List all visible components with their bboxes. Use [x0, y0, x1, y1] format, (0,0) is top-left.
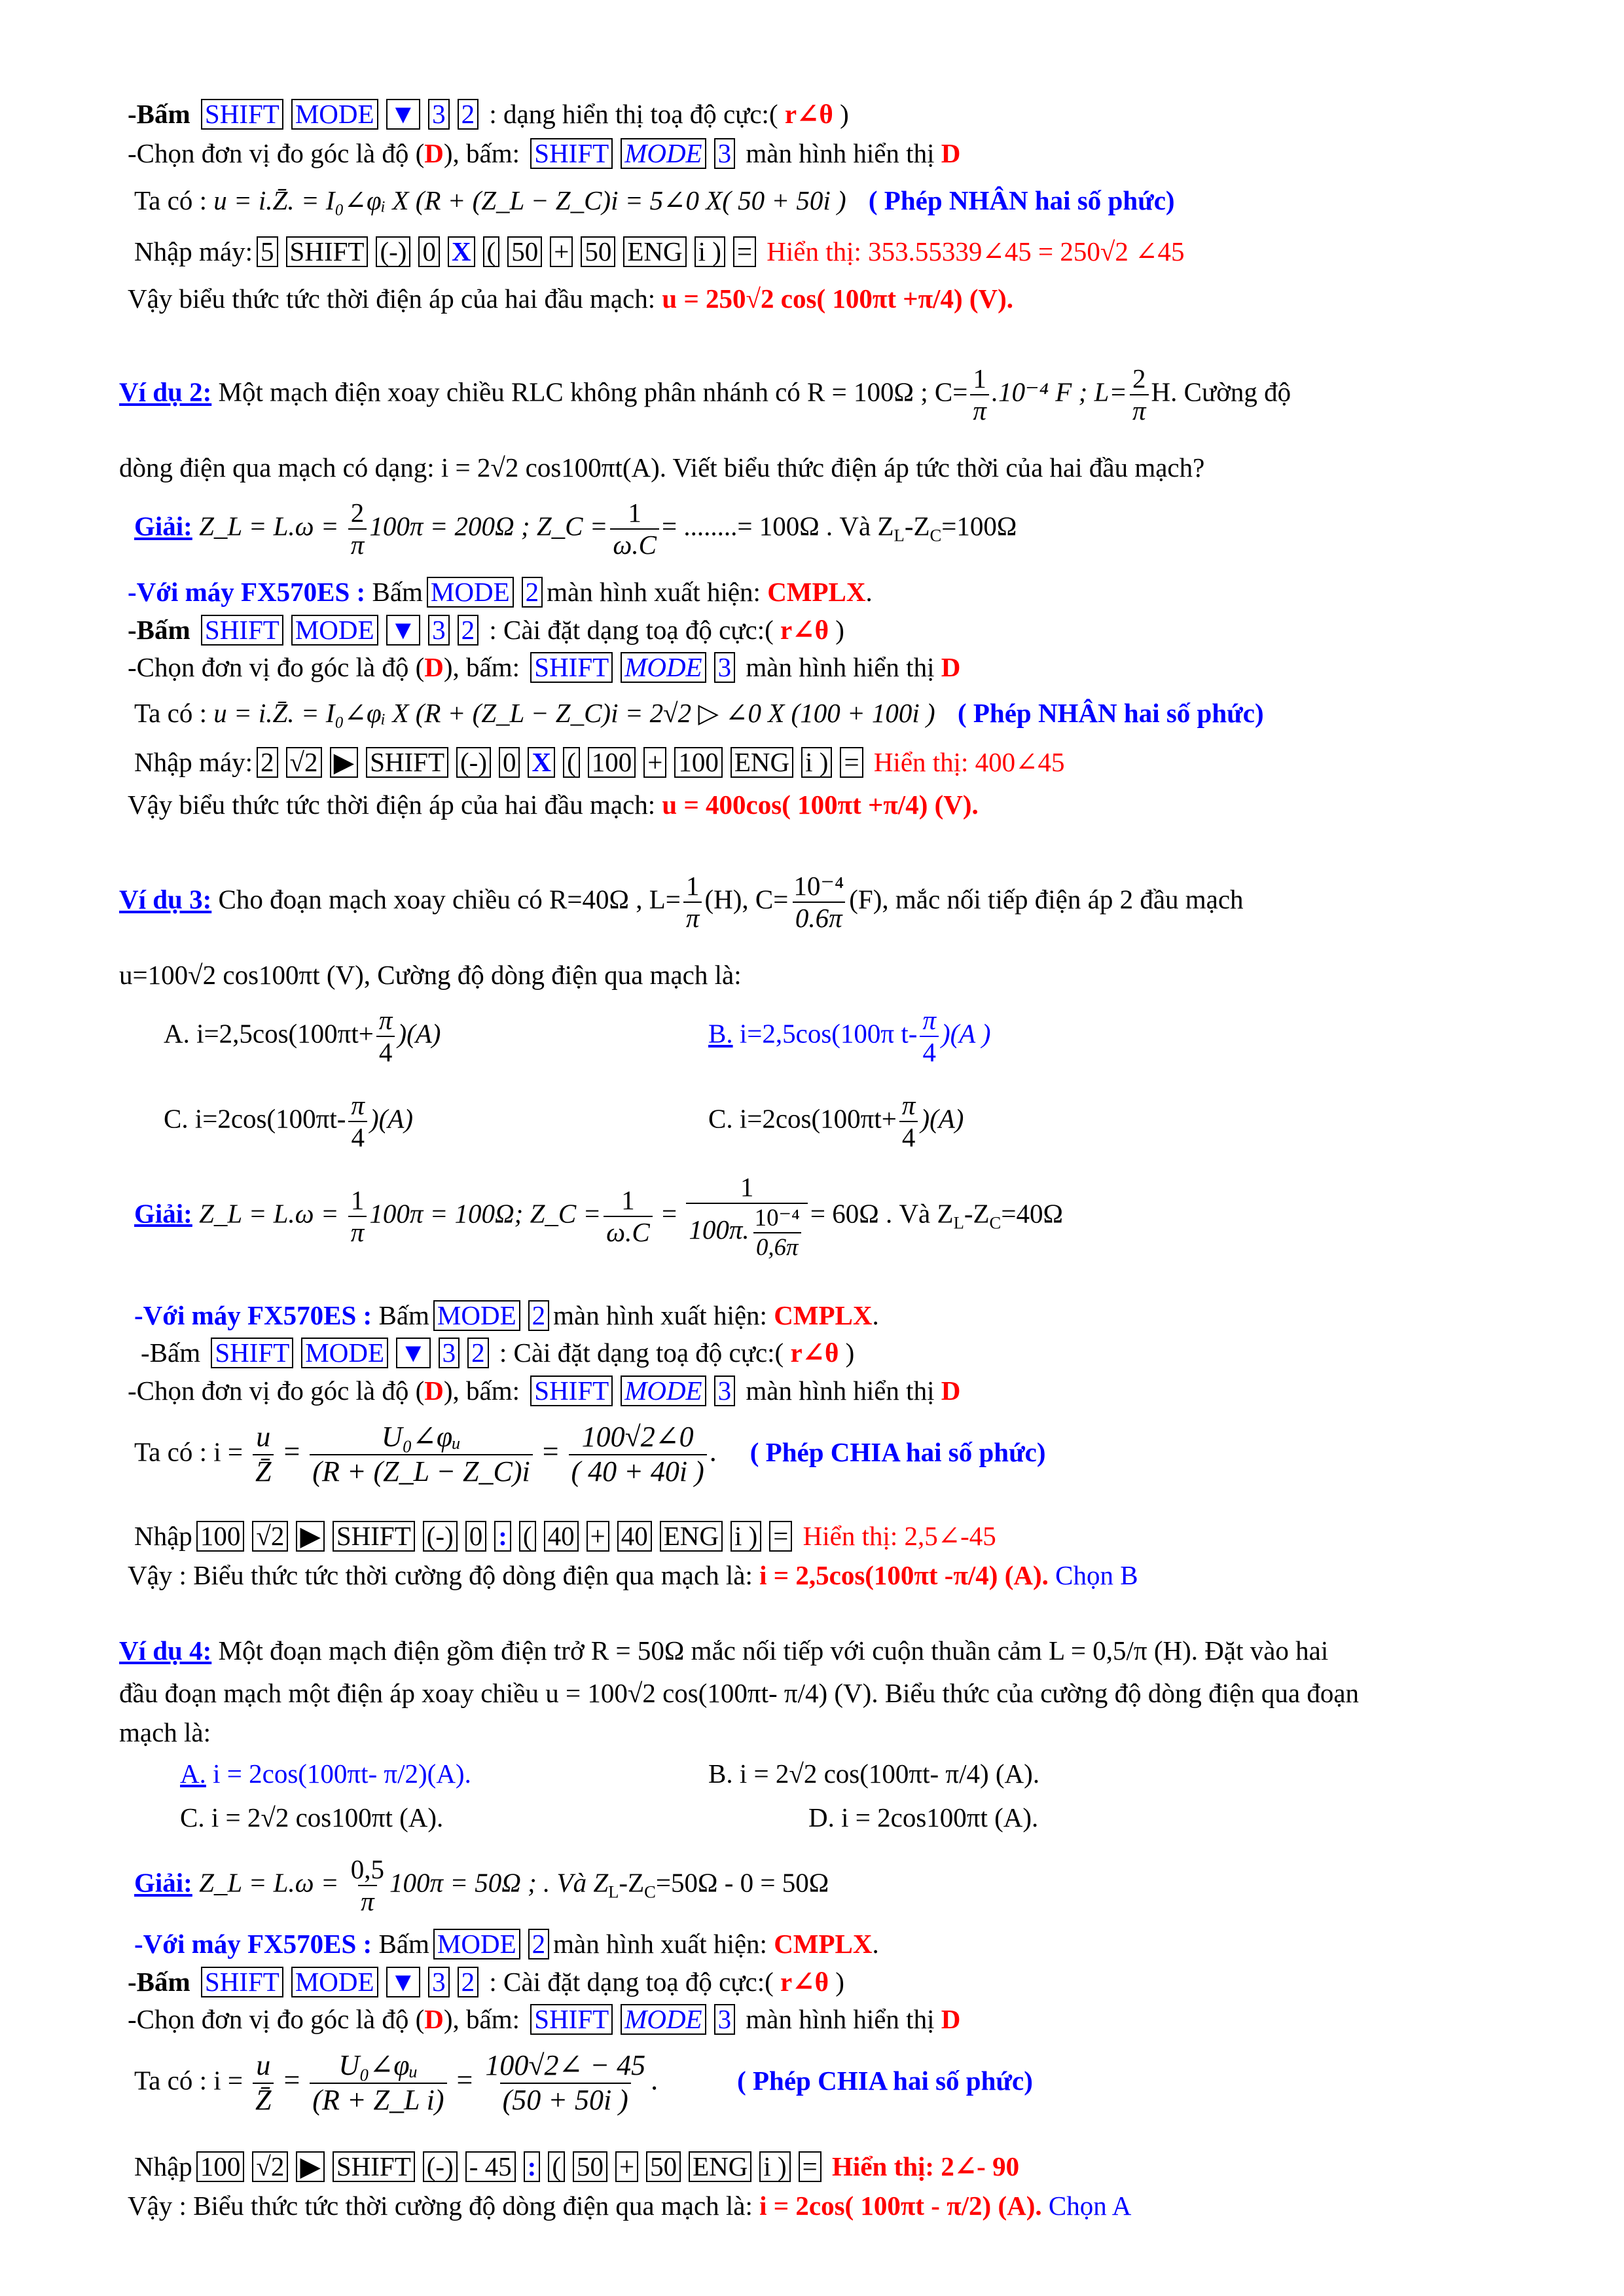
ex3-statement-line1: Ví dụ 3: Cho đoạn mạch xoay chiều có R=40Ω , L= $\frac{1}{\pi}$ (H), C= $\frac{\text{10⁻⁴}}{0.6\pi}$ (F), mắc nối tiếp điện áp 2 đầu mạch [119, 871, 1244, 934]
top-step-polar: -Bấm SHIFT MODE ▼ 3 2 : dạng hiển thị toạ độ cực:( r∠θ ) [128, 99, 849, 129]
ex4-option-d: D. i = 2cos100πt (A). [808, 1802, 1039, 1832]
top-keystrokes: Nhập máy: 5 SHIFT (-) 0 X ( 50 + 50 ENG i ) = Hiển thị: 353.55339∠45 = 250√2 ∠45 [134, 236, 1185, 266]
ex4-step-degree: -Chọn đơn vị đo góc là độ (D), bấm: SHIFT MODE 3 màn hình hiển thị D [128, 2004, 961, 2034]
ex3-fx-mode: -Với máy FX570ES : Bấm MODE 2 màn hình xuất hiện: CMPLX. [134, 1300, 879, 1330]
ex2-fx-mode: -Với máy FX570ES : Bấm MODE 2 màn hình xuất hiện: CMPLX. [128, 577, 873, 607]
ex2-step-degree: -Chọn đơn vị đo góc là độ (D), bấm: SHIFT MODE 3 màn hình hiển thị D [128, 652, 961, 682]
ex3-option-a: A. i=2,5cos(100πt+ $\frac{\pi}{4}$ )(A) [164, 1005, 441, 1068]
ex4-option-c: C. i = 2√2 cos100πt (A). [180, 1802, 444, 1832]
ex2-conclusion: Vậy biểu thức tức thời điện áp của hai đầu mạch: u = 400cos( 100πt +π/4) (V). [128, 790, 979, 820]
ex3-option-c1: C. i=2cos(100πt- $\frac{\pi}{4}$ )(A) [164, 1090, 413, 1153]
ex3-conclusion: Vậy : Biểu thức tức thời cường độ dòng điện qua mạch là: i = 2,5cos(100πt -π/4) (A). Chọn B [128, 1560, 1138, 1590]
ex2-step-polar: -Bấm SHIFT MODE ▼ 3 2 : Cài đặt dạng toạ độ cực:( r∠θ ) [128, 615, 844, 645]
ex4-statement-line3: mạch là: [119, 1717, 211, 1747]
ex3-division-formula: Ta có : i = $\frac{u}{Z̄}$ = $\frac{\text{U₀∠φᵤ}}{(R + (Z\_L - Z\_C)i}$ = $\frac{100√2\angle 0}{( 40 + 40i )}$ . ( Phép CHIA hai số phức) [134, 1421, 1046, 1487]
ex4-option-a: A. i = 2cos(100πt- π/2)(A). [180, 1758, 471, 1789]
ex2-statement-line1: Ví dụ 2: Một mạch điện xoay chiều RLC không phân nhánh có R = 100Ω ; C= $\frac{1}{\pi}$ .10⁻⁴ F ; L= $\frac{2}{\pi}$ H. Cường độ [119, 363, 1291, 426]
top-step-degree: -Chọn đơn vị đo góc là độ (D), bấm: SHIFT MODE 3 màn hình hiển thị D [128, 138, 961, 168]
ex4-keystrokes: Nhập 100 √2 ▶ SHIFT (-) - 45 : ( 50 + 50 ENG i ) = Hiển thị: 2∠- 90 [134, 2151, 1020, 2181]
ex3-statement-line2: u=100√2 cos100πt (V), Cường độ dòng điện qua mạch là: [119, 960, 742, 990]
ex3-option-b: B. i=2,5cos(100π t- $\frac{\pi}{4}$ )(A ) [708, 1005, 991, 1068]
ex3-option-c2: C. i=2cos(100πt+ $\frac{\pi}{4}$ )(A) [708, 1090, 964, 1153]
ex4-option-b: B. i = 2√2 cos(100πt- π/4) (A). [708, 1758, 1040, 1789]
ex3-step-polar: -Bấm SHIFT MODE ▼ 3 2 : Cài đặt dạng toạ độ cực:( r∠θ ) [141, 1338, 855, 1368]
ex4-division-formula: Ta có : i = $\frac{u}{Z̄}$ = $\frac{\text{U₀∠φᵤ}}{\text{(R + Z\_L i)}}$ = $\frac{100√2\angle - 45}{(50 + 50i )}$ . ( Phép CHIA hai số phức) [134, 2049, 1033, 2116]
ex4-fx-mode: -Với máy FX570ES : Bấm MODE 2 màn hình xuất hiện: CMPLX. [134, 1929, 879, 1959]
ex4-step-polar: -Bấm SHIFT MODE ▼ 3 2 : Cài đặt dạng toạ độ cực:( r∠θ ) [128, 1967, 844, 1997]
ex2-solution-impedance: Giải: Z_L = L.ω = $\frac{2}{\pi}$ 100π = 200Ω ; Z_C = $\frac{1}{\omega.C}$ = ........= 100Ω . Và $Z_L-Z_C=100\Omega$ [134, 498, 1017, 560]
ex4-conclusion: Vậy : Biểu thức tức thời cường độ dòng điện qua mạch là: i = 2cos( 100πt - π/2) (A). Chọn A [128, 2191, 1132, 2221]
ex4-solution-impedance: Giải: Z_L = L.ω = $\frac{0,5}{\pi}$ 100π = 50Ω ; . Và $Z_L-Z_C=50\Omega - 0 = 50\Omega$ [134, 1854, 829, 1917]
ex2-keystrokes: Nhập máy: 2 √2 ▶ SHIFT (-) 0 X ( 100 + 100 ENG i ) = Hiển thị: 400∠45 [134, 747, 1065, 777]
top-formula: Ta có : u = i.Z̄. = I₀∠φᵢ X (R + (Z_L − Z_C)i = 5∠0 X( 50 + 50i ) ( Phép NHÂN hai số phức) [134, 185, 1175, 215]
top-conclusion: Vậy biểu thức tức thời điện áp của hai đầu mạch: u = 250√2 cos( 100πt +π/4) (V). [128, 283, 1014, 314]
ex3-step-degree: -Chọn đơn vị đo góc là độ (D), bấm: SHIFT MODE 3 màn hình hiển thị D [128, 1376, 961, 1406]
ex2-statement-line2: dòng điện qua mạch có dạng: i = 2√2 cos100πt(A). Viết biểu thức điện áp tức thời của hai đầu mạch? [119, 452, 1205, 483]
ex3-keystrokes: Nhập 100 √2 ▶ SHIFT (-) 0 : ( 40 + 40 ENG i ) = Hiển thị: 2,5∠-45 [134, 1521, 996, 1551]
ex4-statement-line2: đầu đoạn mạch một điện áp xoay chiều u = 100√2 cos(100πt- π/4) (V). Biểu thức của cường độ dòng điện qua đoạn [119, 1678, 1360, 1708]
ex3-solution-impedance: Giải: Z_L = L.ω = $\frac{1}{\pi}$ 100π = 100Ω; Z_C = $\frac{1}{\omega.C}$ = 1 100π. $\frac{\text{10⁻⁴}}{0,6\pi}$ = 60Ω . Và $Z_L-Z_C=40\Omega$ [134, 1172, 1063, 1260]
ex4-statement-line1: Ví dụ 4: Một đoạn mạch điện gồm điện trở R = 50Ω mắc nối tiếp với cuộn thuần cảm L = 0,5/π (H). Đặt vào hai [119, 1635, 1329, 1666]
ex2-formula: Ta có : u = i.Z̄. = I₀∠φᵢ X (R + (Z_L − Z_C)i = 2√2 ▷ ∠0 X (100 + 100i ) ( Phép NHÂN hai số phức) [134, 698, 1264, 728]
